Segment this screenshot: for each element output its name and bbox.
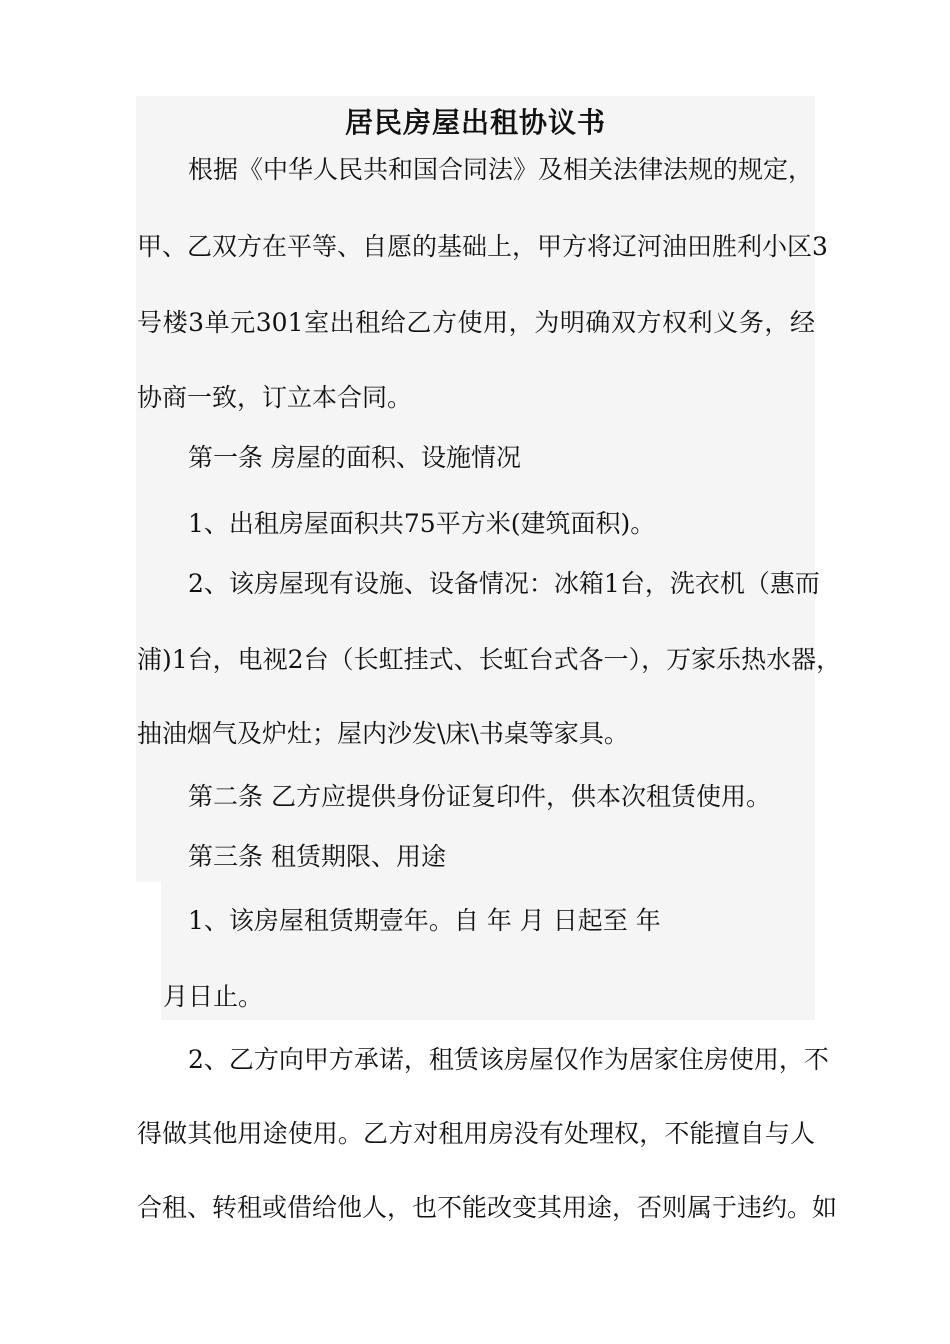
paragraph-line: 甲、乙双方在平等、自愿的基础上，甲方将辽河油田胜利小区3 xyxy=(137,232,828,261)
paragraph-line: 得做其他用途使用。乙方对租用房没有处理权，不能擅自与人 xyxy=(137,1119,815,1148)
section-heading: 第二条 乙方应提供身份证复印件，供本次租赁使用。 xyxy=(188,782,771,811)
paragraph-line: 合租、转租或借给他人，也不能改变其用途，否则属于违约。如 xyxy=(137,1193,838,1222)
paragraph-line: 2、该房屋现有设施、设备情况：冰箱1台，洗衣机（惠而 xyxy=(188,569,820,598)
paragraph-line: 1、该房屋租赁期壹年。自 年 月 日起至 年 xyxy=(188,906,661,935)
section-heading: 第一条 房屋的面积、设施情况 xyxy=(188,443,521,472)
document-title: 居民房屋出租协议书 xyxy=(344,106,606,139)
paragraph-line: 号楼3单元301室出租给乙方使用，为明确双方权利义务，经 xyxy=(137,308,815,337)
section-heading: 第三条 租赁期限、用途 xyxy=(188,842,446,871)
paragraph-line: 2、乙方向甲方承诺，租赁该房屋仅作为居家住房使用，不 xyxy=(188,1045,829,1074)
paragraph-line: 抽油烟气及炉灶；屋内沙发\床\书桌等家具。 xyxy=(137,719,629,748)
paragraph-line: 根据《中华人民共和国合同法》及相关法律法规的规定， xyxy=(188,155,814,184)
shaded-region-top xyxy=(136,96,828,882)
paragraph-line: 月日止。 xyxy=(163,982,264,1011)
paragraph-line: 协商一致，订立本合同。 xyxy=(137,383,413,412)
paragraph-line: 浦)1台，电视2台（长虹挂式、长虹台式各一），万家乐热水器， xyxy=(137,645,842,674)
paragraph-line: 1、出租房屋面积共75平方米(建筑面积)。 xyxy=(188,509,656,538)
